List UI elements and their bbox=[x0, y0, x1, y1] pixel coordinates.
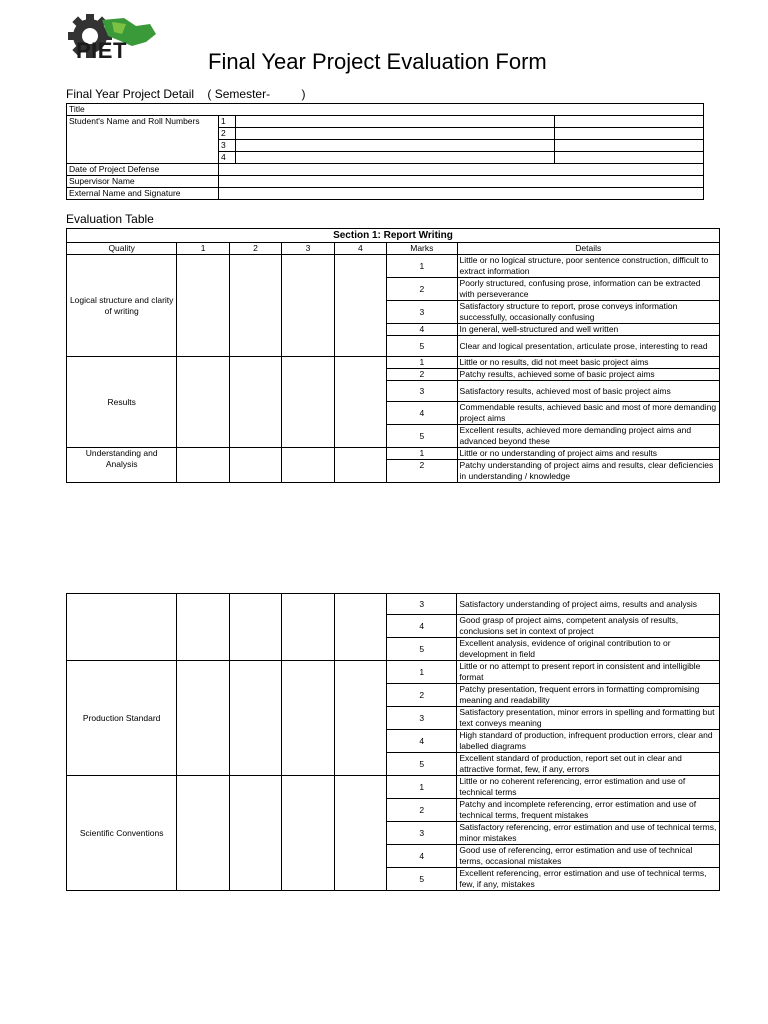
detail-cell: Poorly structured, confusing prose, information can be extracted with perseverance bbox=[457, 278, 719, 301]
column-header: 1 bbox=[177, 243, 229, 255]
mark-cell: 5 bbox=[387, 336, 457, 357]
defense-date-field[interactable] bbox=[219, 164, 704, 176]
detail-cell: Excellent analysis, evidence of original contribution to or development in field bbox=[457, 638, 720, 661]
mark-cell: 2 bbox=[387, 369, 457, 381]
score-cell[interactable] bbox=[177, 357, 229, 448]
mark-cell: 3 bbox=[387, 594, 457, 615]
page-title: Final Year Project Evaluation Form bbox=[208, 49, 547, 74]
detail-cell: Clear and logical presentation, articulate prose, interesting to read bbox=[457, 336, 719, 357]
detail-cell: In general, well-structured and well written bbox=[457, 324, 719, 336]
score-cell[interactable] bbox=[177, 448, 229, 483]
mark-cell: 1 bbox=[387, 255, 457, 278]
student-number: 4 bbox=[219, 152, 236, 164]
score-cell[interactable] bbox=[282, 594, 334, 661]
column-header: Quality bbox=[67, 243, 177, 255]
mark-cell: 4 bbox=[387, 845, 457, 868]
detail-cell: Good use of referencing, error estimation and use of technical terms, occasional mistakes bbox=[457, 845, 720, 868]
semester-close: ) bbox=[301, 87, 306, 101]
mark-cell: 2 bbox=[387, 684, 457, 707]
project-detail-table bbox=[66, 103, 704, 200]
mark-cell: 4 bbox=[387, 730, 457, 753]
score-cell[interactable] bbox=[229, 776, 281, 891]
mark-cell: 2 bbox=[387, 460, 457, 483]
mark-cell: 4 bbox=[387, 615, 457, 638]
detail-cell: Little or no results, did not meet basic project aims bbox=[457, 357, 719, 369]
detail-cell: Patchy presentation, frequent errors in formatting compromising meaning and readability bbox=[457, 684, 720, 707]
mark-cell: 2 bbox=[387, 278, 457, 301]
student-name-field[interactable] bbox=[236, 128, 555, 140]
score-cell[interactable] bbox=[177, 661, 229, 776]
score-cell[interactable] bbox=[177, 776, 229, 891]
project-detail-heading bbox=[66, 87, 305, 101]
student-roll-field[interactable] bbox=[555, 152, 704, 164]
mark-cell: 4 bbox=[387, 324, 457, 336]
quality-cell: Scientific Conventions bbox=[67, 776, 177, 891]
detail-cell: Satisfactory referencing, error estimation and use of technical terms, minor mistakes bbox=[457, 822, 720, 845]
score-cell[interactable] bbox=[229, 255, 281, 357]
detail-cell: Excellent standard of production, report set out in clear and attractive format, few, if any, errors bbox=[457, 753, 720, 776]
detail-cell: Little or no logical structure, poor sentence construction, difficult to extract information bbox=[457, 255, 719, 278]
column-header: 2 bbox=[229, 243, 281, 255]
student-name-field[interactable] bbox=[236, 116, 555, 128]
external-label: External Name and Signature bbox=[67, 188, 219, 200]
detail-cell: Excellent referencing, error estimation and use of technical terms, few, if any, mistakes bbox=[457, 868, 720, 891]
evaluation-heading: Evaluation Table bbox=[66, 212, 154, 226]
students-label: Student's Name and Roll Numbers bbox=[67, 116, 219, 164]
quality-cell: Results bbox=[67, 357, 177, 448]
detail-cell: Little or no attempt to present report in consistent and intelligible format bbox=[457, 661, 720, 684]
mark-cell: 5 bbox=[387, 753, 457, 776]
score-cell[interactable] bbox=[334, 594, 386, 661]
detail-cell: Satisfactory presentation, minor errors in spelling and formatting but text conveys meaning bbox=[457, 707, 720, 730]
mark-cell: 1 bbox=[387, 776, 457, 799]
logo-text: PIET bbox=[76, 38, 127, 63]
student-roll-field[interactable] bbox=[555, 140, 704, 152]
column-header: 4 bbox=[334, 243, 386, 255]
score-cell[interactable] bbox=[282, 357, 334, 448]
detail-cell: Good grasp of project aims, competent analysis of results, conclusions set in context of project bbox=[457, 615, 720, 638]
mark-cell: 3 bbox=[387, 822, 457, 845]
score-cell[interactable] bbox=[282, 448, 334, 483]
student-roll-field[interactable] bbox=[555, 116, 704, 128]
supervisor-field[interactable] bbox=[219, 176, 704, 188]
student-name-field[interactable] bbox=[236, 152, 555, 164]
title-label: Title bbox=[69, 104, 85, 114]
quality-cell: Production Standard bbox=[67, 661, 177, 776]
score-cell[interactable] bbox=[282, 776, 334, 891]
score-cell[interactable] bbox=[334, 357, 386, 448]
detail-cell: Patchy results, achieved some of basic project aims bbox=[457, 369, 719, 381]
score-cell[interactable] bbox=[229, 661, 281, 776]
detail-cell: Patchy understanding of project aims and results, clear deficiencies in understanding / knowledge bbox=[457, 460, 719, 483]
detail-cell: High standard of production, infrequent production errors, clear and labelled diagrams bbox=[457, 730, 720, 753]
mark-cell: 1 bbox=[387, 448, 457, 460]
detail-cell: Satisfactory understanding of project aims, results and analysis bbox=[457, 594, 720, 615]
student-number: 2 bbox=[219, 128, 236, 140]
column-header: Marks bbox=[387, 243, 457, 255]
score-cell[interactable] bbox=[334, 776, 386, 891]
score-cell[interactable] bbox=[334, 448, 386, 483]
evaluation-table-part-1 bbox=[66, 228, 720, 483]
score-cell[interactable] bbox=[229, 448, 281, 483]
section-title: Section 1: Report Writing bbox=[67, 229, 720, 243]
quality-cell: Understanding and Analysis bbox=[67, 448, 177, 483]
student-roll-field[interactable] bbox=[555, 128, 704, 140]
student-number: 1 bbox=[219, 116, 236, 128]
student-number: 3 bbox=[219, 140, 236, 152]
title-cell[interactable] bbox=[67, 104, 704, 116]
score-cell[interactable] bbox=[229, 594, 281, 661]
column-header: 3 bbox=[282, 243, 334, 255]
evaluation-table-part-2 bbox=[66, 593, 720, 891]
mark-cell: 5 bbox=[387, 638, 457, 661]
mark-cell: 3 bbox=[387, 381, 457, 402]
external-field[interactable] bbox=[219, 188, 704, 200]
mark-cell: 3 bbox=[387, 301, 457, 324]
score-cell[interactable] bbox=[282, 661, 334, 776]
mark-cell: 1 bbox=[387, 661, 457, 684]
detail-cell: Commendable results, achieved basic and most of more demanding project aims bbox=[457, 402, 719, 425]
detail-cell: Little or no understanding of project aims and results bbox=[457, 448, 719, 460]
mark-cell: 5 bbox=[387, 425, 457, 448]
quality-cell: Logical structure and clarity of writing bbox=[67, 255, 177, 357]
score-cell[interactable] bbox=[334, 255, 386, 357]
semester-label: ( Semester- bbox=[207, 87, 271, 101]
project-detail-label: Final Year Project Detail bbox=[66, 87, 195, 101]
defense-date-label: Date of Project Defense bbox=[67, 164, 219, 176]
detail-cell: Excellent results, achieved more demanding project aims and advanced beyond these bbox=[457, 425, 719, 448]
mark-cell: 2 bbox=[387, 799, 457, 822]
score-cell[interactable] bbox=[229, 357, 281, 448]
mark-cell: 4 bbox=[387, 402, 457, 425]
score-cell[interactable] bbox=[177, 594, 229, 661]
mark-cell: 5 bbox=[387, 868, 457, 891]
detail-cell: Satisfactory results, achieved most of basic project aims bbox=[457, 381, 719, 402]
quality-cell bbox=[67, 594, 177, 661]
score-cell[interactable] bbox=[282, 255, 334, 357]
mark-cell: 3 bbox=[387, 707, 457, 730]
detail-cell: Satisfactory structure to report, prose conveys information successfully, occasionally confusing bbox=[457, 301, 719, 324]
score-cell[interactable] bbox=[334, 661, 386, 776]
score-cell[interactable] bbox=[177, 255, 229, 357]
column-header: Details bbox=[457, 243, 719, 255]
student-name-field[interactable] bbox=[236, 140, 555, 152]
detail-cell: Patchy and incomplete referencing, error estimation and use of technical terms, frequent mistakes bbox=[457, 799, 720, 822]
detail-cell: Little or no coherent referencing, error estimation and use of technical terms bbox=[457, 776, 720, 799]
supervisor-label: Supervisor Name bbox=[67, 176, 219, 188]
mark-cell: 1 bbox=[387, 357, 457, 369]
